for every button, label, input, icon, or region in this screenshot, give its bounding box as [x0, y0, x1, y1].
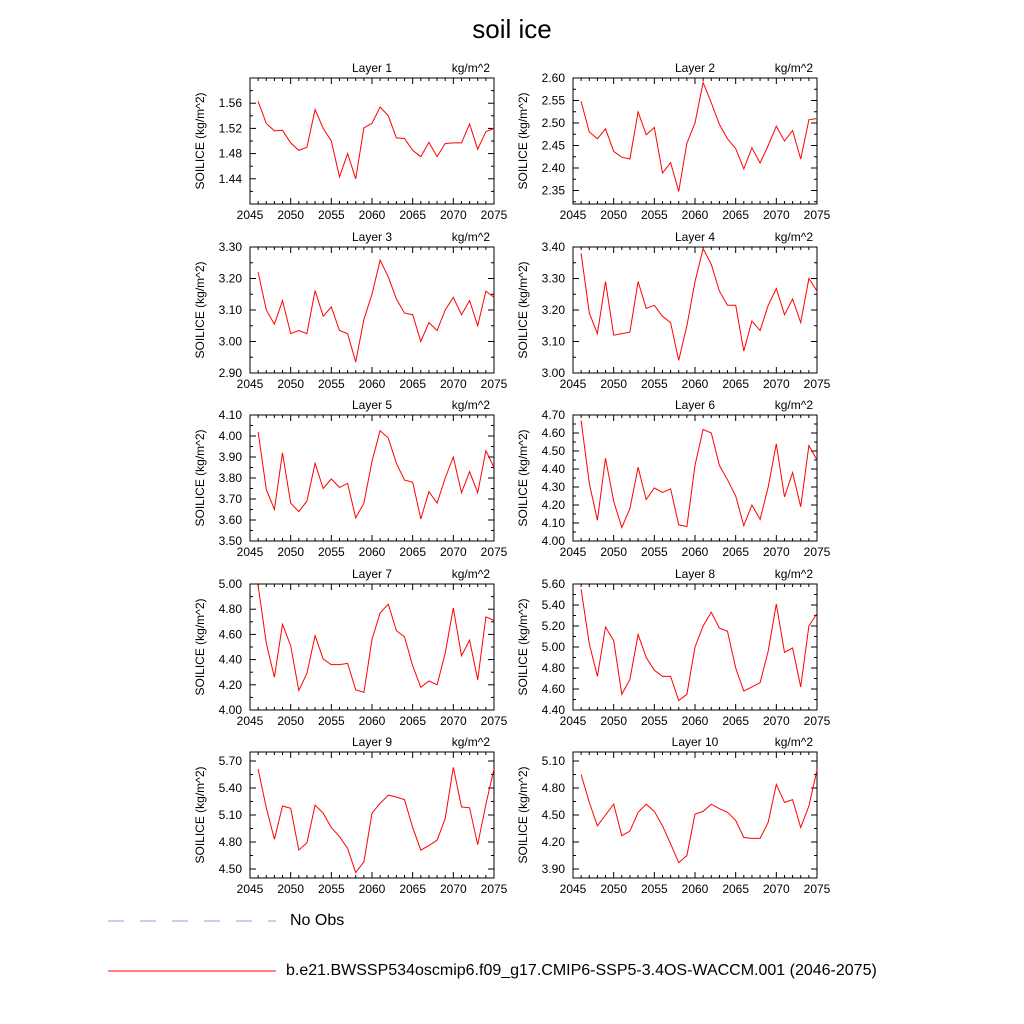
- x-tick-label: 2065: [399, 882, 427, 896]
- y-tick-label: 4.80: [541, 661, 565, 675]
- x-tick-label: 2075: [803, 377, 831, 391]
- y-tick-label: 3.00: [541, 366, 565, 380]
- panel-title: Layer 8: [674, 567, 716, 581]
- y-tick-label: 4.40: [218, 652, 242, 667]
- y-axis-label: SOILICE (kg/m^2): [516, 429, 530, 527]
- series-line: [258, 101, 494, 179]
- panel-10: [516, 735, 831, 896]
- y-tick-label: 4.50: [541, 444, 565, 458]
- y-tick-label: 4.80: [541, 781, 565, 795]
- y-tick-label: 3.30: [218, 240, 242, 254]
- panel-unit-label: kg/m^2: [451, 230, 490, 244]
- x-tick-label: 2050: [277, 882, 305, 896]
- x-tick-label: 2065: [722, 545, 750, 559]
- x-tick-label: 2045: [236, 882, 264, 896]
- x-tick-label: 2045: [559, 208, 587, 222]
- x-tick-label: 2060: [358, 377, 386, 391]
- x-tick-label: 2060: [681, 208, 709, 222]
- panel-unit-label: kg/m^2: [774, 735, 813, 749]
- y-tick-label: 3.00: [218, 334, 242, 349]
- x-tick-label: 2050: [277, 208, 305, 222]
- y-tick-label: 5.60: [541, 577, 565, 591]
- panel-unit-label: kg/m^2: [774, 398, 813, 412]
- panel-unit-label: kg/m^2: [774, 567, 813, 581]
- x-tick-label: 2050: [600, 208, 628, 222]
- y-tick-label: 4.10: [541, 516, 565, 530]
- x-tick-label: 2075: [803, 545, 831, 559]
- y-axis-label: SOILICE (kg/m^2): [516, 92, 530, 190]
- y-tick-label: 5.10: [541, 754, 565, 768]
- y-tick-label: 3.20: [541, 303, 565, 317]
- panel-9: [193, 735, 508, 896]
- x-tick-label: 2075: [480, 377, 508, 391]
- x-tick-label: 2050: [600, 545, 628, 559]
- y-tick-label: 1.48: [218, 146, 242, 161]
- x-tick-label: 2060: [681, 882, 709, 896]
- x-tick-label: 2065: [722, 714, 750, 728]
- y-tick-label: 2.40: [541, 161, 565, 175]
- panel-title: Layer 4: [674, 230, 716, 244]
- x-tick-label: 2045: [559, 545, 587, 559]
- y-tick-label: 5.20: [541, 619, 565, 633]
- y-tick-label: 4.60: [218, 627, 242, 642]
- y-tick-label: 4.20: [218, 677, 242, 692]
- x-tick-label: 2065: [722, 882, 750, 896]
- y-tick-label: 1.44: [218, 171, 242, 186]
- x-tick-label: 2045: [236, 714, 264, 728]
- x-tick-label: 2070: [762, 208, 790, 222]
- x-tick-label: 2065: [399, 208, 427, 222]
- x-tick-label: 2060: [358, 882, 386, 896]
- y-tick-label: 3.10: [541, 334, 565, 349]
- y-tick-label: 4.10: [218, 408, 242, 422]
- y-tick-label: 4.50: [541, 808, 565, 822]
- y-tick-label: 4.00: [218, 429, 242, 443]
- x-tick-label: 2070: [439, 545, 467, 559]
- x-tick-label: 2050: [277, 714, 305, 728]
- y-tick-label: 3.20: [218, 271, 242, 286]
- y-tick-label: 4.60: [541, 682, 565, 696]
- y-tick-label: 3.90: [218, 450, 242, 464]
- y-tick-label: 3.70: [218, 492, 242, 506]
- x-tick-label: 2065: [399, 545, 427, 559]
- x-tick-label: 2070: [439, 208, 467, 222]
- x-tick-label: 2070: [762, 377, 790, 391]
- y-axis-label: SOILICE (kg/m^2): [516, 766, 530, 864]
- y-tick-label: 4.30: [541, 480, 565, 494]
- x-tick-label: 2070: [762, 714, 790, 728]
- y-tick-label: 4.20: [541, 498, 565, 512]
- panel-title: Layer 9: [351, 735, 393, 749]
- panel-title: Layer 5: [351, 398, 393, 412]
- panel-unit-label: kg/m^2: [451, 567, 490, 581]
- series-line: [581, 249, 817, 361]
- y-tick-label: 2.35: [541, 183, 565, 198]
- x-tick-label: 2045: [559, 377, 587, 391]
- y-tick-label: 5.00: [541, 640, 565, 654]
- y-tick-label: 2.90: [218, 366, 242, 380]
- x-tick-label: 2055: [640, 208, 668, 222]
- y-tick-label: 4.40: [541, 703, 565, 717]
- x-tick-label: 2045: [559, 714, 587, 728]
- series-line: [258, 585, 494, 692]
- panel-8: [516, 567, 831, 728]
- series-line: [581, 589, 817, 700]
- x-tick-label: 2075: [480, 208, 508, 222]
- y-tick-label: 3.90: [541, 862, 565, 876]
- x-tick-label: 2060: [358, 545, 386, 559]
- legend-item-model-run: [108, 961, 877, 981]
- x-tick-label: 2055: [640, 714, 668, 728]
- x-tick-label: 2060: [681, 377, 709, 391]
- series-line: [581, 83, 817, 192]
- x-tick-label: 2065: [722, 377, 750, 391]
- y-tick-label: 4.00: [541, 534, 565, 548]
- series-line: [258, 767, 494, 872]
- legend-label-no-obs: No Obs: [290, 912, 345, 929]
- y-tick-label: 3.50: [218, 534, 242, 548]
- series-line: [581, 770, 817, 863]
- panel-4: [516, 230, 831, 391]
- x-tick-label: 2065: [722, 208, 750, 222]
- y-axis-label: SOILICE (kg/m^2): [516, 261, 530, 359]
- panel-5: [193, 398, 508, 559]
- x-tick-label: 2045: [236, 545, 264, 559]
- y-tick-label: 4.80: [218, 835, 242, 849]
- y-tick-label: 4.70: [541, 408, 565, 422]
- y-tick-label: 5.00: [218, 577, 242, 591]
- x-tick-label: 2055: [317, 545, 345, 559]
- x-tick-label: 2055: [317, 377, 345, 391]
- x-tick-label: 2075: [480, 714, 508, 728]
- y-axis-label: SOILICE (kg/m^2): [193, 429, 207, 527]
- panel-unit-label: kg/m^2: [451, 735, 490, 749]
- plot-frame: [250, 78, 494, 204]
- y-axis-label: SOILICE (kg/m^2): [193, 92, 207, 190]
- y-tick-label: 3.80: [218, 471, 242, 485]
- panel-unit-label: kg/m^2: [451, 398, 490, 412]
- x-tick-label: 2045: [236, 377, 264, 391]
- y-tick-label: 4.20: [541, 835, 565, 849]
- plot-frame: [250, 584, 494, 710]
- x-tick-label: 2065: [399, 377, 427, 391]
- x-tick-label: 2050: [277, 377, 305, 391]
- y-tick-label: 1.52: [218, 121, 242, 136]
- legend-label-model-run: b.e21.BWSSP534oscmip6.f09_g17.CMIP6-SSP5-3.4OS-WACCM.001 (2046-2075): [286, 962, 877, 979]
- x-tick-label: 2075: [803, 882, 831, 896]
- panel-6: [516, 398, 831, 559]
- legend-swatch-dashed: [108, 911, 276, 931]
- y-tick-label: 2.45: [541, 138, 565, 153]
- y-tick-label: 4.50: [218, 862, 242, 876]
- y-tick-label: 5.40: [218, 781, 242, 795]
- series-line: [581, 420, 817, 527]
- panel-3: [193, 230, 508, 391]
- y-tick-label: 5.10: [218, 808, 242, 822]
- y-tick-label: 3.30: [541, 271, 565, 286]
- panel-title: Layer 1: [351, 61, 393, 75]
- x-tick-label: 2075: [803, 208, 831, 222]
- panel-title: Layer 2: [674, 61, 716, 75]
- y-axis-label: SOILICE (kg/m^2): [516, 598, 530, 696]
- x-tick-label: 2070: [762, 545, 790, 559]
- x-tick-label: 2055: [640, 545, 668, 559]
- y-tick-label: 4.80: [218, 602, 242, 617]
- series-line: [258, 260, 494, 362]
- x-tick-label: 2050: [600, 714, 628, 728]
- x-tick-label: 2050: [600, 377, 628, 391]
- y-tick-label: 2.60: [541, 71, 565, 85]
- panel-1: [193, 61, 508, 222]
- x-tick-label: 2070: [439, 882, 467, 896]
- y-axis-label: SOILICE (kg/m^2): [193, 598, 207, 696]
- panel-unit-label: kg/m^2: [451, 61, 490, 75]
- x-tick-label: 2060: [358, 208, 386, 222]
- chart-main-title: soil ice: [472, 14, 552, 44]
- y-tick-label: 3.60: [218, 513, 242, 527]
- panel-title: Layer 7: [351, 567, 393, 581]
- x-tick-label: 2050: [277, 545, 305, 559]
- x-tick-label: 2045: [559, 882, 587, 896]
- x-tick-label: 2045: [236, 208, 264, 222]
- panel-unit-label: kg/m^2: [774, 230, 813, 244]
- panel-title: Layer 10: [671, 735, 719, 749]
- x-tick-label: 2065: [399, 714, 427, 728]
- y-tick-label: 5.40: [541, 598, 565, 612]
- x-tick-label: 2075: [480, 545, 508, 559]
- x-tick-label: 2070: [762, 882, 790, 896]
- y-axis-label: SOILICE (kg/m^2): [193, 261, 207, 359]
- y-tick-label: 4.00: [218, 703, 242, 717]
- y-tick-label: 3.40: [541, 240, 565, 254]
- x-tick-label: 2055: [317, 714, 345, 728]
- x-tick-label: 2050: [600, 882, 628, 896]
- x-tick-label: 2070: [439, 714, 467, 728]
- x-tick-label: 2055: [317, 882, 345, 896]
- y-tick-label: 5.70: [218, 754, 242, 768]
- y-tick-label: 3.10: [218, 303, 242, 317]
- y-axis-label: SOILICE (kg/m^2): [193, 766, 207, 864]
- y-tick-label: 4.40: [541, 462, 565, 476]
- x-tick-label: 2060: [358, 714, 386, 728]
- panel-2: [516, 61, 831, 222]
- legend-item-no-obs: [108, 911, 344, 931]
- legend-swatch-solid: [108, 961, 276, 981]
- panel-title: Layer 3: [351, 230, 393, 244]
- panel-unit-label: kg/m^2: [774, 61, 813, 75]
- plot-frame: [250, 247, 494, 373]
- y-tick-label: 2.50: [541, 116, 565, 130]
- x-tick-label: 2075: [480, 882, 508, 896]
- y-tick-label: 2.55: [541, 93, 565, 108]
- x-tick-label: 2055: [640, 377, 668, 391]
- x-tick-label: 2060: [681, 545, 709, 559]
- y-tick-label: 4.60: [541, 426, 565, 440]
- y-tick-label: 1.56: [218, 96, 242, 111]
- x-tick-label: 2070: [439, 377, 467, 391]
- panel-title: Layer 6: [674, 398, 716, 412]
- x-tick-label: 2060: [681, 714, 709, 728]
- x-tick-label: 2055: [640, 882, 668, 896]
- x-tick-label: 2075: [803, 714, 831, 728]
- x-tick-label: 2055: [317, 208, 345, 222]
- series-line: [258, 431, 494, 519]
- panel-7: [193, 567, 508, 728]
